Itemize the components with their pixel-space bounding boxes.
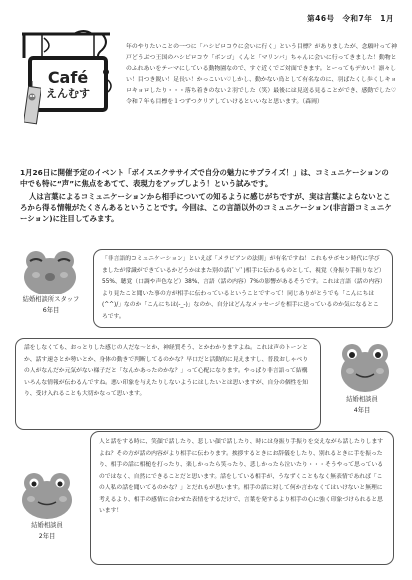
issue-label: 第46号 令和7年 1月 <box>307 14 394 23</box>
speaker-role: 結婚相談員 <box>346 396 378 403</box>
lead-paragraph-1: 1月26日に開催予定のイベント「ボイスエクササイズで自分の魅力にサプライズ！」は、コミュニケーションの中でも特に“声”に焦点をあてて、表現力をアップしよう！という試みです。 <box>20 168 389 189</box>
lead-paragraph-2: 人は言葉によるコミュニケーションから相手についての知るように感じがちですが、実は言葉によらないところから得る情報がたくさんあるということです。今回は、この言語以外のコミュニケーション(非言語コミュニケーション)に注目してみます。 <box>20 192 392 224</box>
speaker-caption-3 <box>14 520 80 542</box>
speaker-role: 結婚相談員 <box>31 522 63 529</box>
speech-bubble-3 <box>90 431 394 565</box>
sign-text <box>30 66 106 114</box>
speaker-years: 4年目 <box>353 407 371 414</box>
speaker-caption-1 <box>16 294 86 316</box>
speech-bubble-2 <box>15 338 321 430</box>
bubble-1-text: 「非言語的コミュニケーション」といえば「メラビアンの法則」が有名ですね！これもサボセン時代に学びましたが常識ができているかどうかはまた別の話(ﾟ∀ﾟ)相手に伝わるものとして、視覚（身振り手振りなど）55%、聴覚（口調や声色など）38%、言語（話の内容）7%の影響があるそうです。これは言語（話の内容）より見たこと聞いた事の方が相手に伝わっているということですって！同じありがとうでも「こんにちは(^^)/」なのか「こんにちは(-_-)」なのか、自分はどんなメッセージを相手に送っているのか気になるところです。 <box>102 256 383 320</box>
speaker-caption-2 <box>333 394 391 416</box>
intro-paragraph: 年のやりたいことの一つに「ハシビロコウに会いに行く」という目標？がありましたが、念願叶って神戸どうぶつ王国のハシビロコウ「ボンゴ」くんと「マリンバ」ちゃんに会いに行ってきました！動物とのふれあいをテーマにしている動物園なので、すぐ近くでご対面できます。とーってもデカい！凛々しい！目つき鋭い！足長い！かっこいい♡しかし、動かない鳥として有名なのに、羽ばたくし歩くしキョロキョロしたり・・・落ち着きのない２羽でした（笑）最後には見送る見ることができ、感動でした♡令和７年も目標を１つずつクリアしていけるといいなと思います。（森岡） <box>126 44 397 106</box>
frog-mascot-icon <box>16 247 84 301</box>
frog-mascot-icon <box>16 468 78 524</box>
speech-bubble-1 <box>93 249 393 328</box>
hanging-plank-icon <box>24 81 41 125</box>
bubble-3-text: 人と話をする時に、笑顔で話したり、悲しい顔で話したり、時には身振り手振りを交えながら話したりしますよね？その方が話の内容がより相手に伝わります。挨拶するときにお辞儀をしたり、別れるときに手を振ったり、相手の話に相槌を打ったり、楽しかったら笑ったり、悲しかったら泣いたり・・・そうやって思っているのではなく、自然にできることだと思います。話をしている相手が、うなずくこともなく無表情であれば「この人私の話を聞いてるのかな？」とだれもが思います。相手の話に対して何か言わなくてはいけないと無理に考えるより、相手の感情に合わせた表情をするだけで、言葉を発するより相手の心に強く印象づけられると思います！ <box>99 439 384 514</box>
sign-subtitle: えんむす <box>46 87 90 100</box>
sign-title: Café <box>47 68 89 87</box>
speaker-years: 6年目 <box>42 307 60 314</box>
speaker-years: 2年目 <box>38 533 56 540</box>
bubble-2-text: 話をしなくても、おっとりした感じの人だな～とか、神経質そう、とかわかりますよね。これは声のトーンとか、話す速さとか勢いとか、身体の動きで判断してるのかな？早口だと活動的に見えますし、普段おしゃべりの人がなんだか元気がない様子だと「なんかあったのかな？」って心配になります。やっぱり非言語って結構いろんな情報が伝わるんですね。悪い印象を与えたりしないようにはしたいとは思いますが、自分の個性を知り、受け入れることも大切かなって思います。 <box>24 345 309 397</box>
frog-mascot-icon <box>336 338 394 398</box>
speaker-role: 結婚相談所スタッフ <box>22 296 80 303</box>
